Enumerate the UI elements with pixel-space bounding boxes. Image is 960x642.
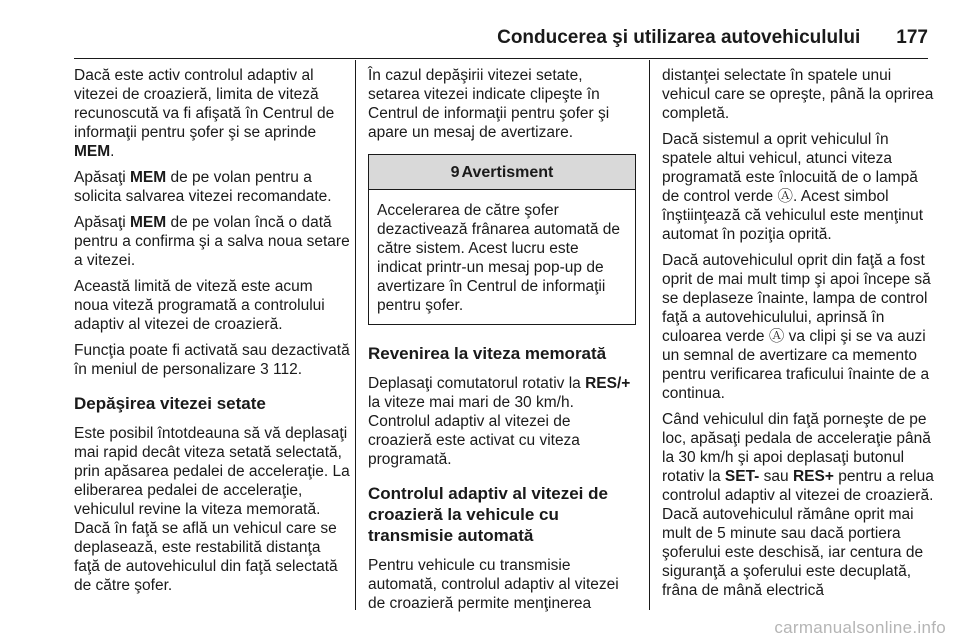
paragraph: Când vehiculul din faţă porneşte de pe loc, apăsaţi pedala de acceleraţie până la 30 km/h şi apoi deplasaţi butonul rotativ la SET- sau RES+ pentru a relua controlul adaptiv al vitezei de croazieră. Dacă autovehiculul rămâne oprit mai mult de 5 minute sau dacă portiera şoferului este deschisă, iar centura de siguranţă a şoferului este decuplată, frâna de mână electrică [662,411,934,599]
res-label: RES+ [792,468,834,485]
page-title: Conducerea şi utilizarea autovehiculului [497,27,861,48]
page-number: 177 [896,27,928,48]
paragraph: Dacă sistemul a oprit vehiculul în spatele altui vehicul, atunci viteza programată este înlocuită de o lampă de control verde Ⓐ. Acest simbol înştiinţează că vehiculul este menţinut automat în poziţia oprită. [662,131,924,243]
paragraph: distanţei selectate în spatele unui vehicul care se opreşte, până la oprirea completă. [662,67,934,122]
mem-label: MEM [74,143,111,160]
section-heading: Depăşirea vitezei setate [74,394,266,413]
warning-title: Avertisment [461,163,554,181]
paragraph: Este posibil întotdeauna să vă deplasaţi mai rapid decât viteza setată selectată, prin apăsarea pedalei de acceleraţie. La eliberarea pedalei de acceleraţie, vehiculul revine la viteza memorată. Dacă în faţă se află un vehicul care se deplasează, este restabilită distanţa faţă de autovehiculul din faţă selectată de către şofer. [74,425,350,594]
watermark: carmanualsonline.info [774,618,946,637]
warning-icon: 9 [450,163,460,181]
paragraph: Deplasaţi comutatorul rotativ la RES/+ la viteze mai mari de 30 km/h. Controlul adaptiv al vitezei de croazieră este activat cu viteza programată. [368,375,631,468]
column-divider [355,60,356,610]
paragraph: Dacă este activ controlul adaptiv al vitezei de croazieră, limita de viteză recunoscută va fi afişată în Centrul de informaţii pentru şofer şi se aprinde MEM. [74,67,335,160]
mem-label: MEM [130,214,167,231]
paragraph: Funcţia poate fi activată sau dezactivată în meniul de personalizare 3 112. [74,342,350,378]
paragraph: Apăsaţi MEM de pe volan pentru a solicita salvarea vitezei recomandate. [74,169,332,205]
page-reference-link[interactable]: 3 112 [260,361,298,378]
column-left [74,66,350,602]
mem-label: MEM [130,169,167,186]
warning-box [368,154,636,325]
paragraph: Apăsaţi MEM de pe volan încă o dată pentru a confirma şi a salva noua setare a vitezei. [74,214,350,269]
warning-header [369,155,635,190]
vehicle-hold-icon: Ⓐ [768,328,785,345]
section-heading: Revenirea la viteza memorată [368,344,607,363]
set-label: SET- [724,468,760,485]
paragraph: Această limită de viteză este acum noua viteză programată a controlului adaptiv al vitezei de croazieră. [74,278,325,333]
paragraph: Pentru vehicule cu transmisie automată, controlul adaptiv al vitezei de croazieră permite menţinerea [368,557,619,612]
page-header [74,18,928,59]
paragraph: Dacă autovehiculul oprit din faţă a fost oprit de mai mult timp şi apoi începe să se deplaseze înainte, lampa de control faţă a autovehiculului, aprinsă în culoarea verde Ⓐ va clipi şi se va auzi un semnal de avertizare ca memento pentru verificarea traficului înainte de a continua. [662,252,931,402]
res-label: RES/+ [585,375,631,392]
section-heading: Controlul adaptiv al vitezei de croazieră la vehicule cu transmisie automată [368,484,608,545]
column-middle [368,66,636,620]
column-right [662,66,934,607]
column-divider [649,60,650,610]
paragraph: În cazul depăşirii vitezei setate, setarea vitezei indicate clipeşte în Centrul de informaţii pentru şofer şi apare un mesaj de avertizare. [368,67,610,141]
warning-text: Accelerarea de către şofer dezactivează frânarea automată de către sistem. Acest lucru este indicat printr-un mesaj pop-up de avertizare în Centrul de informaţii pentru şofer. [377,202,620,314]
vehicle-hold-icon: Ⓐ [777,188,793,205]
